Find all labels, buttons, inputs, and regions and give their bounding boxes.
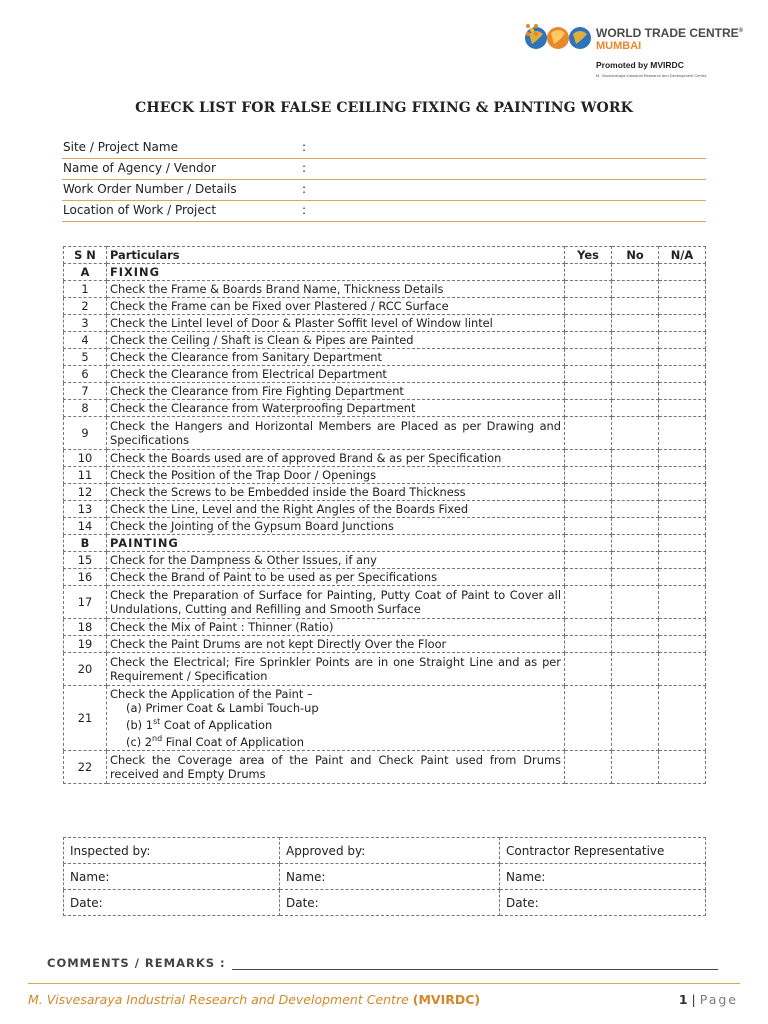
section-row-fixing xyxy=(64,264,706,281)
na-cell[interactable] xyxy=(659,552,706,569)
na-cell[interactable] xyxy=(659,417,706,450)
yes-cell[interactable] xyxy=(565,366,612,383)
table-row xyxy=(64,315,706,332)
no-cell[interactable] xyxy=(612,366,659,383)
footer-divider xyxy=(28,983,740,984)
no-cell[interactable] xyxy=(612,751,659,784)
na-cell[interactable] xyxy=(659,569,706,586)
row-sn: 22 xyxy=(64,751,107,784)
mvirdc-mark-icon xyxy=(524,22,540,38)
table-row xyxy=(64,751,706,784)
no-cell[interactable] xyxy=(612,349,659,366)
row-sn: 17 xyxy=(64,586,107,619)
na-cell[interactable] xyxy=(659,467,706,484)
na-cell[interactable] xyxy=(659,686,706,751)
item-21-intro: Check the Application of the Paint – xyxy=(110,687,313,702)
row-particulars: Check the Boards used are of approved Brand & as per Specification xyxy=(107,450,565,467)
yes-cell[interactable] xyxy=(565,535,612,552)
table-row xyxy=(64,552,706,569)
logo-subtitle: MUMBAI xyxy=(596,40,642,52)
row-particulars: Check the Clearance from Sanitary Department xyxy=(107,349,565,366)
yes-cell[interactable] xyxy=(565,586,612,619)
page-number: 1 | Page xyxy=(678,992,738,1007)
yes-cell[interactable] xyxy=(565,332,612,349)
row-sn: 11 xyxy=(64,467,107,484)
yes-cell[interactable] xyxy=(565,751,612,784)
row-sn: 20 xyxy=(64,653,107,686)
row-particulars: Check the Brand of Paint to be used as per Specifications xyxy=(107,569,565,586)
row-sn: 7 xyxy=(64,383,107,400)
header-particulars: Particulars xyxy=(107,247,565,264)
logo-title: WORLD TRADE CENTRE® xyxy=(596,26,744,40)
no-cell[interactable] xyxy=(612,450,659,467)
no-cell[interactable] xyxy=(612,315,659,332)
yes-cell[interactable] xyxy=(565,501,612,518)
na-cell[interactable] xyxy=(659,636,706,653)
table-row xyxy=(64,349,706,366)
no-cell[interactable] xyxy=(612,552,659,569)
no-cell[interactable] xyxy=(612,686,659,751)
project-info xyxy=(62,138,706,222)
header-yes: Yes xyxy=(565,247,612,264)
item-21-c: (c) 2nd Final Coat of Application xyxy=(126,734,304,749)
table-row xyxy=(64,400,706,417)
row-particulars: Check the Preparation of Surface for Painting, Putty Coat of Paint to Cover all Undulations, Cutting and Refilling and Smooth Surface xyxy=(107,586,565,619)
na-cell[interactable] xyxy=(659,400,706,417)
signoff-row-date xyxy=(64,890,706,916)
row-particulars: Check the Electrical; Fire Sprinkler Points are in one Straight Line and as per Requirement / Specification xyxy=(107,653,565,686)
page-number-value: 1 xyxy=(678,992,688,1007)
row-sn: 3 xyxy=(64,315,107,332)
na-cell[interactable] xyxy=(659,383,706,400)
yes-cell[interactable] xyxy=(565,552,612,569)
info-row-location xyxy=(62,201,706,222)
row-sn: 18 xyxy=(64,619,107,636)
row-sn: 10 xyxy=(64,450,107,467)
section-code: A xyxy=(64,264,107,281)
na-cell[interactable] xyxy=(659,535,706,552)
row-sn: 19 xyxy=(64,636,107,653)
info-label: Work Order Number / Details xyxy=(63,182,237,196)
signoff-row-name xyxy=(64,864,706,890)
table-header-row xyxy=(64,247,706,264)
row-sn: 12 xyxy=(64,484,107,501)
signoff-row-roles xyxy=(64,838,706,864)
comments-label: COMMENTS / REMARKS : xyxy=(47,956,226,970)
info-row-work-order xyxy=(62,180,706,201)
yes-cell[interactable] xyxy=(565,484,612,501)
yes-cell[interactable] xyxy=(565,636,612,653)
section-name: PAINTING xyxy=(107,535,565,552)
yes-cell[interactable] xyxy=(565,315,612,332)
table-row xyxy=(64,686,706,751)
na-cell[interactable] xyxy=(659,518,706,535)
table-row xyxy=(64,298,706,315)
header-no: No xyxy=(612,247,659,264)
na-cell[interactable] xyxy=(659,264,706,281)
table-row xyxy=(64,518,706,535)
table-row xyxy=(64,467,706,484)
yes-cell[interactable] xyxy=(565,417,612,450)
table-row xyxy=(64,619,706,636)
info-colon: : xyxy=(302,203,307,217)
na-cell[interactable] xyxy=(659,653,706,686)
row-sn: 21 xyxy=(64,686,107,751)
header-na: N/A xyxy=(659,247,706,264)
yes-cell[interactable] xyxy=(565,298,612,315)
row-particulars: Check the Ceiling / Shaft is Clean & Pipes are Painted xyxy=(107,332,565,349)
na-cell[interactable] xyxy=(659,450,706,467)
item-21-a: (a) Primer Coat & Lambi Touch-up xyxy=(126,701,319,716)
row-sn: 2 xyxy=(64,298,107,315)
table-row xyxy=(64,501,706,518)
info-label: Location of Work / Project xyxy=(63,203,217,217)
footer-org xyxy=(28,992,480,1007)
row-sn: 14 xyxy=(64,518,107,535)
row-particulars: Check the Mix of Paint : Thinner (Ratio) xyxy=(107,619,565,636)
yes-cell[interactable] xyxy=(565,383,612,400)
no-cell[interactable] xyxy=(612,383,659,400)
na-cell[interactable] xyxy=(659,586,706,619)
row-particulars: Check the Coverage area of the Paint and Check Paint used from Drums received and Empty Drums xyxy=(107,751,565,784)
header-sn: S N xyxy=(64,247,107,264)
row-particulars: Check the Frame & Boards Brand Name, Thickness Details xyxy=(107,281,565,298)
table-row xyxy=(64,417,706,450)
yes-cell[interactable] xyxy=(565,569,612,586)
na-cell[interactable] xyxy=(659,332,706,349)
table-row xyxy=(64,366,706,383)
no-cell[interactable] xyxy=(612,484,659,501)
info-colon: : xyxy=(302,140,307,154)
row-sn: 9 xyxy=(64,417,107,450)
no-cell[interactable] xyxy=(612,501,659,518)
row-sn: 1 xyxy=(64,281,107,298)
item-21-b: (b) 1st Coat of Application xyxy=(126,717,273,732)
row-particulars: Check the Screws to be Embedded inside the Board Thickness xyxy=(107,484,565,501)
no-cell[interactable] xyxy=(612,636,659,653)
na-cell[interactable] xyxy=(659,619,706,636)
row-sn: 5 xyxy=(64,349,107,366)
na-cell[interactable] xyxy=(659,281,706,298)
no-cell[interactable] xyxy=(612,281,659,298)
row-particulars: Check the Clearance from Electrical Department xyxy=(107,366,565,383)
no-cell[interactable] xyxy=(612,569,659,586)
info-row-agency xyxy=(62,159,706,180)
section-name: FIXING xyxy=(107,264,565,281)
name-cell[interactable]: Name: xyxy=(64,864,280,890)
document-title: CHECK LIST FOR FALSE CEILING FIXING & PAINTING WORK xyxy=(135,100,633,116)
row-sn: 16 xyxy=(64,569,107,586)
table-row xyxy=(64,332,706,349)
wtc-logo xyxy=(524,12,744,82)
logo-promoted-by: Promoted by MVIRDC xyxy=(596,60,684,70)
no-cell[interactable] xyxy=(612,332,659,349)
row-particulars: Check for the Dampness & Other Issues, if any xyxy=(107,552,565,569)
row-particulars: Check the Position of the Trap Door / Openings xyxy=(107,467,565,484)
yes-cell[interactable] xyxy=(565,349,612,366)
info-colon: : xyxy=(302,161,307,175)
table-row xyxy=(64,636,706,653)
row-sn: 6 xyxy=(64,366,107,383)
section-code: B xyxy=(64,535,107,552)
yes-cell[interactable] xyxy=(565,518,612,535)
date-cell[interactable]: Date: xyxy=(64,890,280,916)
table-row xyxy=(64,586,706,619)
no-cell[interactable] xyxy=(612,653,659,686)
no-cell[interactable] xyxy=(612,535,659,552)
footer-org-abbr: (MVIRDC) xyxy=(412,992,481,1007)
table-row xyxy=(64,484,706,501)
comments-line[interactable] xyxy=(232,969,718,970)
na-cell[interactable] xyxy=(659,315,706,332)
date-cell[interactable]: Date: xyxy=(500,890,706,916)
na-cell[interactable] xyxy=(659,349,706,366)
name-cell[interactable]: Name: xyxy=(500,864,706,890)
yes-cell[interactable] xyxy=(565,264,612,281)
yes-cell[interactable] xyxy=(565,450,612,467)
table-row xyxy=(64,653,706,686)
row-sn: 13 xyxy=(64,501,107,518)
table-row xyxy=(64,383,706,400)
no-cell[interactable] xyxy=(612,264,659,281)
approved-by-cell[interactable]: Approved by: xyxy=(280,838,500,864)
yes-cell[interactable] xyxy=(565,467,612,484)
na-cell[interactable] xyxy=(659,366,706,383)
info-row-site xyxy=(62,138,706,159)
no-cell[interactable] xyxy=(612,298,659,315)
signoff-table xyxy=(63,837,706,916)
checklist-table xyxy=(63,246,706,784)
no-cell[interactable] xyxy=(612,586,659,619)
inspected-by-cell[interactable]: Inspected by: xyxy=(64,838,280,864)
contractor-rep-cell[interactable]: Contractor Representative xyxy=(500,838,706,864)
yes-cell[interactable] xyxy=(565,653,612,686)
row-particulars: Check the Hangers and Horizontal Members are Placed as per Drawing and Specifications xyxy=(107,417,565,450)
info-label: Name of Agency / Vendor xyxy=(63,161,216,175)
table-row xyxy=(64,281,706,298)
info-label: Site / Project Name xyxy=(63,140,178,154)
row-particulars: Check the Jointing of the Gypsum Board Junctions xyxy=(107,518,565,535)
row-particulars: Check the Clearance from Waterproofing Department xyxy=(107,400,565,417)
no-cell[interactable] xyxy=(612,467,659,484)
yes-cell[interactable] xyxy=(565,686,612,751)
yes-cell[interactable] xyxy=(565,619,612,636)
na-cell[interactable] xyxy=(659,484,706,501)
table-row xyxy=(64,450,706,467)
row-particulars: Check the Lintel level of Door & Plaster Soffit level of Window lintel xyxy=(107,315,565,332)
row-particulars: Check the Paint Drums are not kept Directly Over the Floor xyxy=(107,636,565,653)
date-cell[interactable]: Date: xyxy=(280,890,500,916)
row-sn: 15 xyxy=(64,552,107,569)
na-cell[interactable] xyxy=(659,298,706,315)
row-particulars: Check the Clearance from Fire Fighting Department xyxy=(107,383,565,400)
yes-cell[interactable] xyxy=(565,281,612,298)
no-cell[interactable] xyxy=(612,619,659,636)
no-cell[interactable] xyxy=(612,400,659,417)
table-row xyxy=(64,569,706,586)
row-particulars: Check the Frame can be Fixed over Plastered / RCC Surface xyxy=(107,298,565,315)
na-cell[interactable] xyxy=(659,751,706,784)
yes-cell[interactable] xyxy=(565,400,612,417)
row-sn: 4 xyxy=(64,332,107,349)
logo-org-name: M. Visvesvaraya Industrial Research and Development Centre xyxy=(596,73,707,78)
row-sn: 8 xyxy=(64,400,107,417)
no-cell[interactable] xyxy=(612,417,659,450)
page-word: Page xyxy=(699,992,738,1007)
row-particulars: Check the Line, Level and the Right Angles of the Boards Fixed xyxy=(107,501,565,518)
section-row-painting xyxy=(64,535,706,552)
name-cell[interactable]: Name: xyxy=(280,864,500,890)
na-cell[interactable] xyxy=(659,501,706,518)
footer-org-name: M. Visvesaraya Industrial Research and Development Centre xyxy=(28,992,409,1007)
no-cell[interactable] xyxy=(612,518,659,535)
info-colon: : xyxy=(302,182,307,196)
row-particulars xyxy=(107,686,565,751)
